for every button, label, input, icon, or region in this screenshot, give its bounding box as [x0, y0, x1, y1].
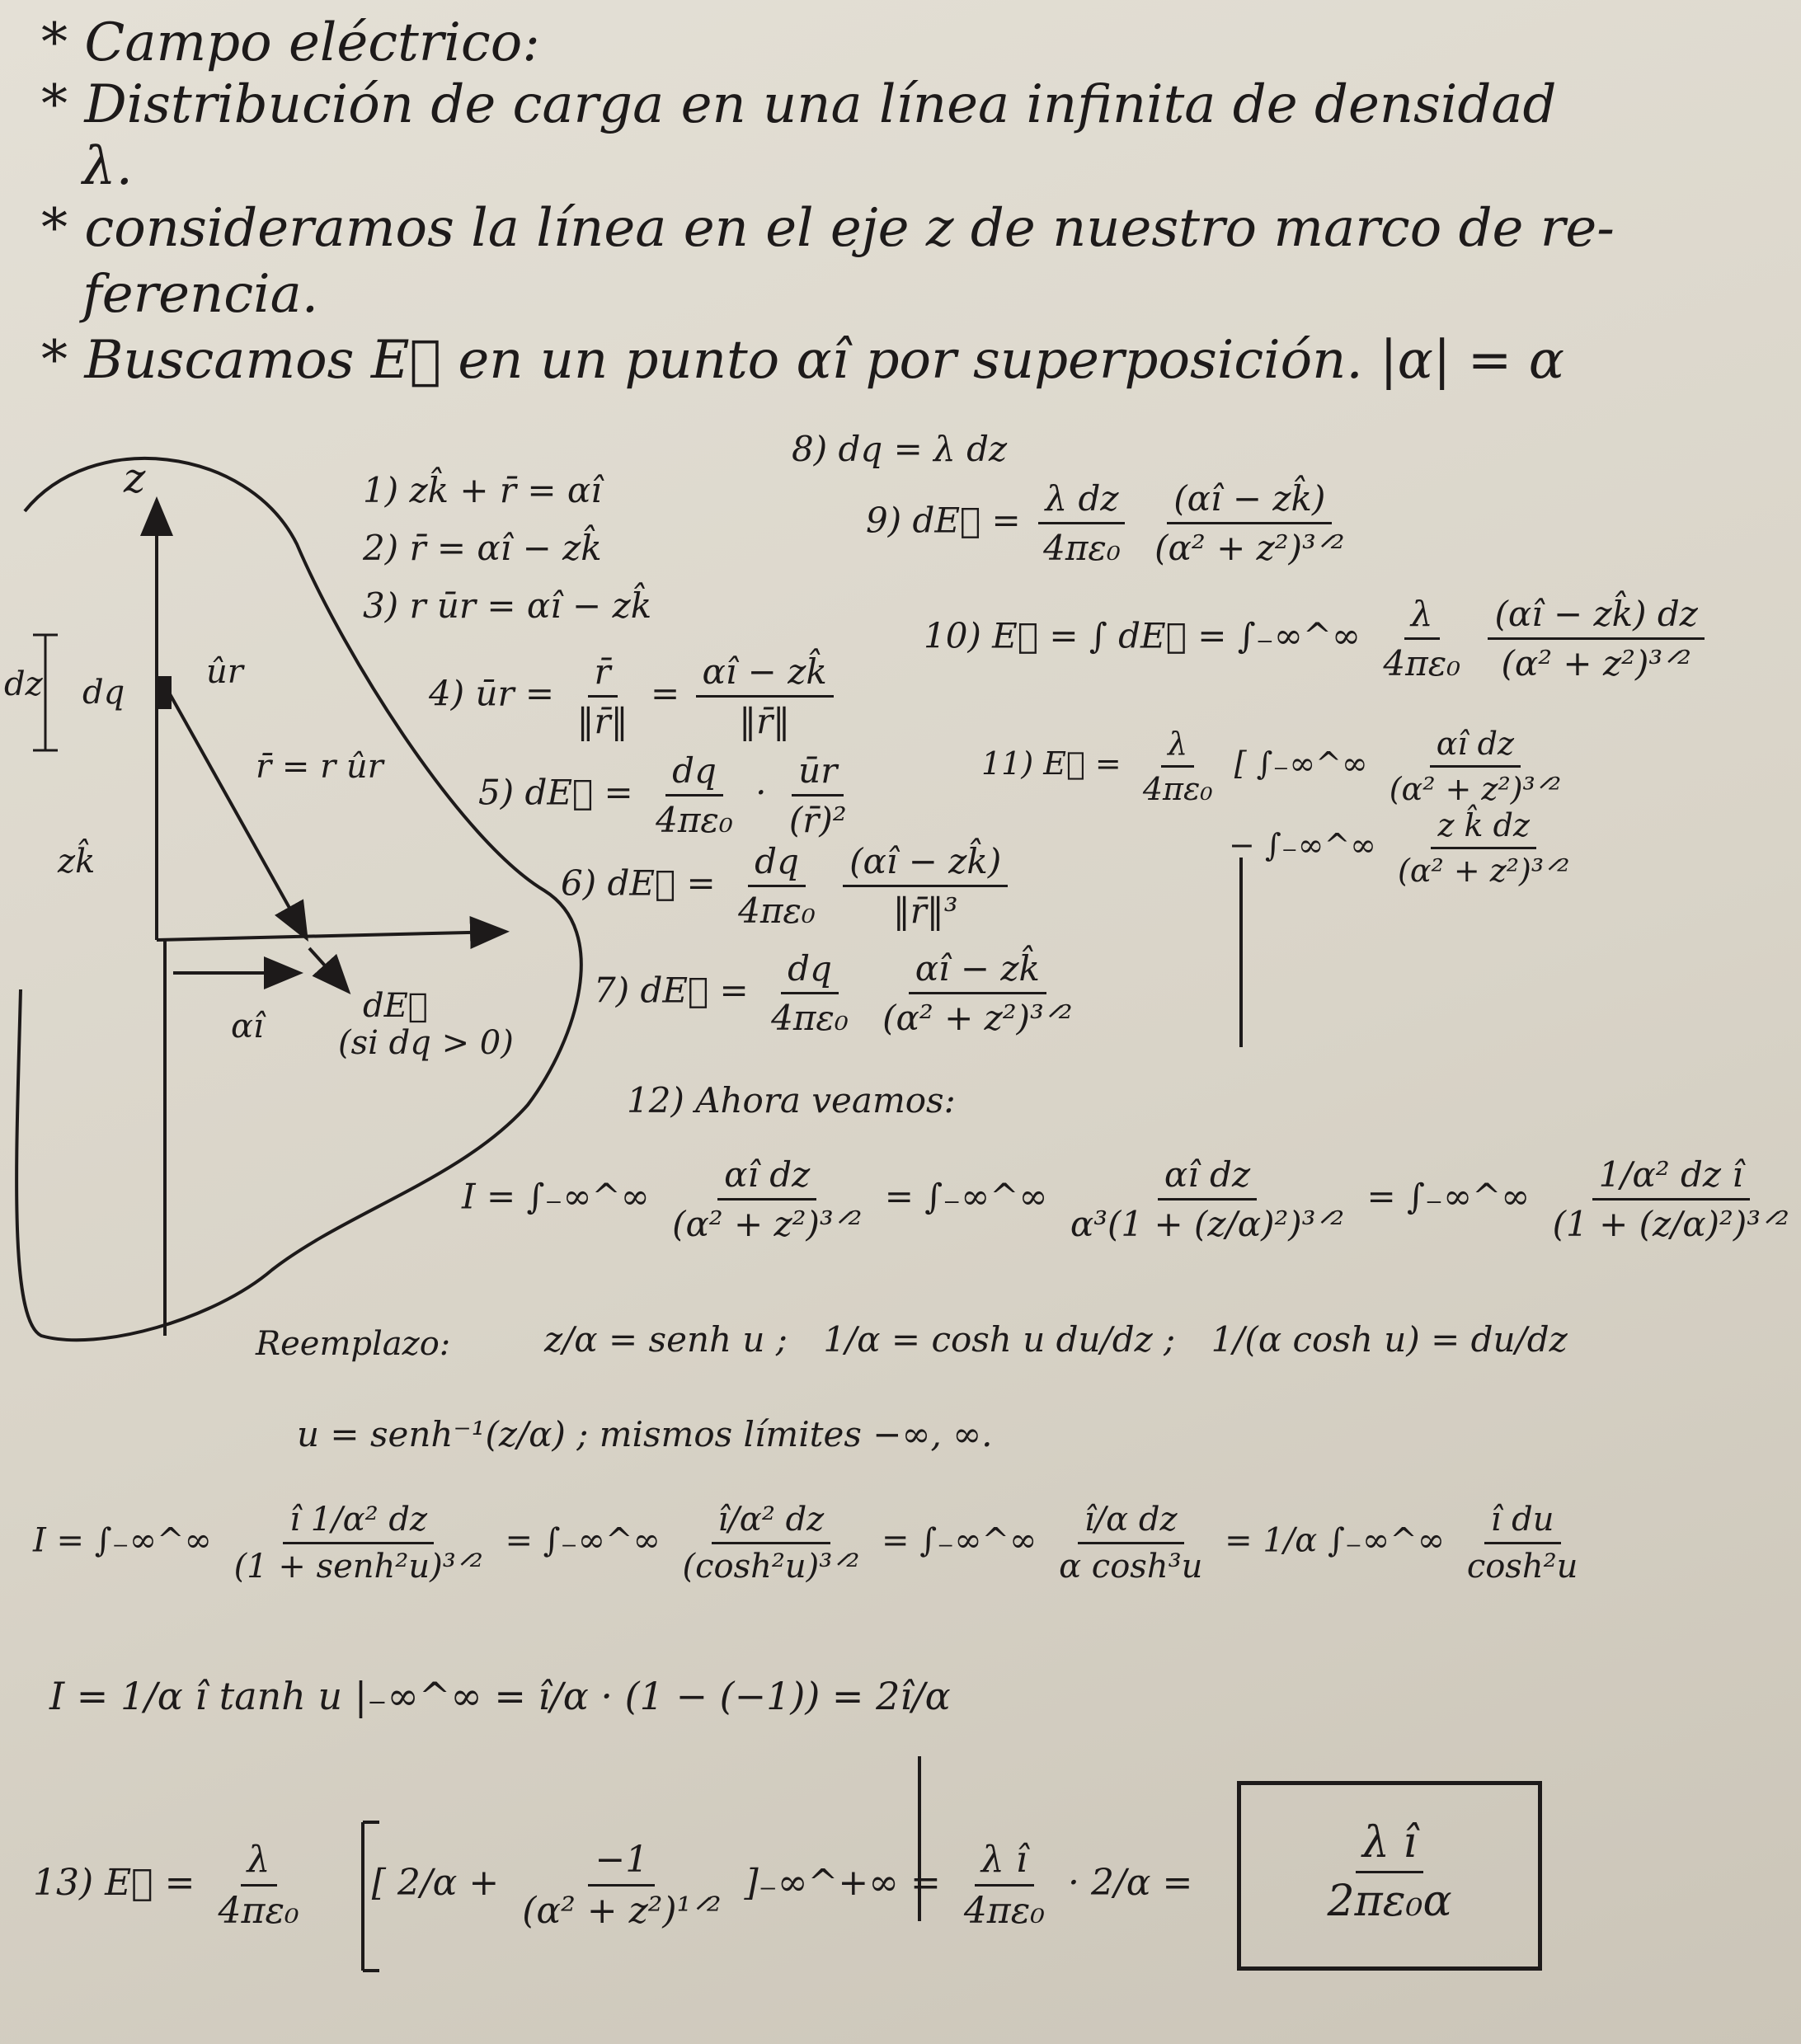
header-line-1: * Campo eléctrico: — [41, 12, 540, 73]
step-5-fraction-1: $\frac{dq}{\text{4πε₀}}$ — [656, 750, 733, 840]
step-11-fraction-3: $\frac{\text{z k̂ dz}}{\text{(α² + z²)³ᐟ²}}$ — [1398, 807, 1570, 889]
diagram-de-label: dE⃗ — [363, 987, 428, 1025]
integral-sub-fraction-3: $\frac{\text{î/α dz}}{\text{α cosh³u}}$ — [1059, 1501, 1203, 1586]
final-result-fraction: $\frac{\text{λ î}}{\text{2πε₀α}}$ — [1327, 1818, 1452, 1926]
step-9-fraction-2: $\frac{(\alpha î - zk̂)}{\text{(α² + z²)³ᐟ²}}$ — [1154, 478, 1345, 568]
part-12-integral-line: I = ∫₋∞^∞ $\frac{\text{αî dz}}{\text{(α² + z²)³ᐟ²}}$ = ∫₋∞^∞ $\frac{\text{αî dz}}{\text{α³(1 + (z/α)²)³ᐟ²}}$ = ∫₋∞^∞ $\frac{\text{1/α² dz î}}{\text{(1 + (z/α)²)³ᐟ²}}$ — [462, 1154, 1801, 1244]
diagram-z-label: z — [124, 454, 146, 502]
diagram-ur-label: ûr — [206, 653, 243, 691]
step-10-fraction-2: $\frac{(\alpha î - zk̂) dz}{\text{(α² + z²)³ᐟ²}}$ — [1488, 594, 1704, 684]
step-10-fraction-1: $\frac{\lambda}{\text{4πε₀}}$ — [1383, 594, 1461, 684]
part-12-title: 12) Ahora veamos: — [627, 1080, 956, 1121]
step-5: 5) dE⃗ = $\frac{dq}{\text{4πε₀}}$ · $\frac{ūr}{\text{(r̄)²}}$ — [478, 750, 858, 840]
part-13-fraction-1: $\frac{\lambda}{\text{4πε₀}}$ — [218, 1839, 299, 1932]
part-12-fraction-3: $\frac{\text{1/α² dz î}}{\text{(1 + (z/α)²)³ᐟ²}}$ — [1552, 1154, 1789, 1244]
diagram-ai-label: αî — [231, 1008, 264, 1045]
step-10: 10) E⃗ = ∫ dE⃗ = ∫₋∞^∞ $\frac{\lambda}{\text{4πε₀}}$ $\frac{(\alpha î - zk̂) dz}{\text{(α² + z²)³ᐟ²}}$ — [924, 594, 1709, 684]
header-line-5: ferencia. — [82, 264, 319, 325]
step-2: 2) r̄ = αî − zk̂ — [363, 528, 602, 568]
step-7-fraction-2: $\frac{\alpha î - zk̂}{\text{(α² + z²)³ᐟ²}}$ — [882, 948, 1073, 1038]
step-4-fraction-2: $\frac{\alpha î - zk̂}{‖r̄‖}$ — [696, 651, 834, 741]
header-line-2: * Distribución de carga en una línea infinita de densidad — [41, 74, 1557, 135]
final-result-box — [1237, 1781, 1542, 1971]
part-12-fraction-1: $\frac{\text{αî dz}}{\text{(α² + z²)³ᐟ²}}$ — [672, 1154, 863, 1244]
final-result — [1241, 1818, 1538, 1926]
part-13: 13) E⃗ = $\frac{\lambda}{\text{4πε₀}}$ [ 2/α + $\frac{-1}{\text{(α² + z²)¹ᐟ²}}$ ]₋∞^+∞ = $\frac{\text{λ î}}{\text{4πε₀}}$ · 2/α = — [33, 1839, 1193, 1932]
step-4-fraction-1: $\frac{r̄}{‖r̄‖}$ — [576, 651, 628, 741]
step-4-lhs: 4) ūr = — [429, 673, 555, 714]
x-axis-line — [157, 932, 503, 940]
step-9: 9) dE⃗ = $\frac{\text{λ dz}}{\text{4πε₀}}$ $\frac{(\alpha î - zk̂)}{\text{(α² + z²)³ᐟ²}}$ — [866, 478, 1356, 568]
step-6-fraction-2: $\frac{(\alpha î - zk̂)}{\text{‖r̄‖³}}$ — [843, 841, 1008, 931]
step-1: 1) zk̂ + r̄ = αî — [363, 470, 602, 510]
header-line-4: * consideramos la línea en el eje z de nuestro marco de re- — [41, 198, 1615, 259]
diagram-condition: (si dq > 0) — [338, 1024, 514, 1062]
step-4: 4) ūr = $\frac{r̄}{‖r̄‖}$ = $\frac{\alpha î - zk̂}{‖r̄‖}$ — [429, 651, 839, 741]
integral-sub-fraction-4: $\frac{\text{î du}}{\text{cosh²u}}$ — [1466, 1501, 1578, 1586]
integral-substituted: I = ∫₋∞^∞ $\frac{\text{î 1/α² dz}}{\text{(1 + senh²u)³ᐟ²}}$ = ∫₋∞^∞ $\frac{\text{î/α² dz}}{\text{(cosh²u)³ᐟ²}}$ = ∫₋∞^∞ $\frac{\text{î/α dz}}{\text{α cosh³u}}$ = 1/α ∫₋∞^∞ $\frac{\text{î du}}{\text{cosh²u}}$ — [33, 1501, 1589, 1586]
step-7: 7) dE⃗ = $\frac{dq}{\text{4πε₀}}$ $\frac{\alpha î - zk̂}{\text{(α² + z²)³ᐟ²}}$ — [594, 948, 1084, 1038]
step-11-fraction-2: $\frac{\text{αî dz}}{\text{(α² + z²)³ᐟ²}}$ — [1389, 726, 1562, 807]
substitution-limits: u = senh⁻¹(z/α) ; mismos límites −∞, ∞. — [297, 1414, 993, 1454]
diagram-zk-label: zk̂ — [58, 843, 96, 881]
step-8: 8) dq = λ dz — [792, 429, 1008, 469]
step-11: 11) E⃗ = $\frac{\lambda}{\text{4πε₀}}$ [ ∫₋∞^∞ $\frac{\text{αî dz}}{\text{(α² + z²)³ᐟ²}}$ − ∫₋∞^∞ $\frac{\text{z k̂ dz}}{\text{(α² + z²)³ᐟ²}}$ — [981, 726, 1581, 889]
integral-sub-fraction-2: $\frac{\text{î/α² dz}}{\text{(cosh²u)³ᐟ²}}$ — [682, 1501, 860, 1586]
step-7-fraction-1: $\frac{dq}{\text{4πε₀}}$ — [771, 948, 849, 1038]
header-line-3: λ. — [82, 136, 133, 197]
step-6-fraction-1: $\frac{dq}{\text{4πε₀}}$ — [738, 841, 816, 931]
part-12-fraction-2: $\frac{\text{αî dz}}{\text{α³(1 + (z/α)²)³ᐟ²}}$ — [1070, 1154, 1345, 1244]
diagram-dz-label: dz — [4, 665, 43, 703]
integral-result: I = 1/α î tanh u |₋∞^∞ = î/α · (1 − (−1)) = 2î/α — [49, 1674, 951, 1718]
diagram-r-label: r̄ = r ûr — [256, 748, 383, 786]
de-arrow — [309, 948, 346, 989]
integral-sub-fraction-1: $\frac{\text{î 1/α² dz}}{\text{(1 + senh²u)³ᐟ²}}$ — [233, 1501, 483, 1586]
header-line-6: * Buscamos E⃗ en un punto αî por superposición. |α| = α — [41, 330, 1564, 391]
part-13-fraction-2: $\frac{-1}{\text{(α² + z²)¹ᐟ²}}$ — [522, 1839, 722, 1932]
step-3: 3) r ūr = αî − zk̂ — [363, 585, 652, 626]
step-9-fraction-1: $\frac{\text{λ dz}}{\text{4πε₀}}$ — [1037, 478, 1127, 568]
step-6: 6) dE⃗ = $\frac{dq}{\text{4πε₀}}$ $\frac{(\alpha î - zk̂)}{\text{‖r̄‖³}}$ — [561, 841, 1013, 931]
r-vector — [169, 693, 305, 936]
reemplazo-label: Reemplazo: — [256, 1325, 451, 1363]
step-5-fraction-2: $\frac{ūr}{\text{(r̄)²}}$ — [788, 750, 847, 840]
charge-element — [155, 676, 172, 709]
part-13-fraction-3: $\frac{\text{λ î}}{\text{4πε₀}}$ — [963, 1839, 1045, 1932]
substitution-line: z/α = senh u ; 1/α = cosh u du/dz ; 1/(α cosh u) = du/dz — [544, 1319, 1568, 1360]
diagram-dq-label: dq — [82, 674, 125, 712]
step-11-fraction-1: $\frac{\lambda}{\text{4πε₀}}$ — [1142, 726, 1213, 807]
